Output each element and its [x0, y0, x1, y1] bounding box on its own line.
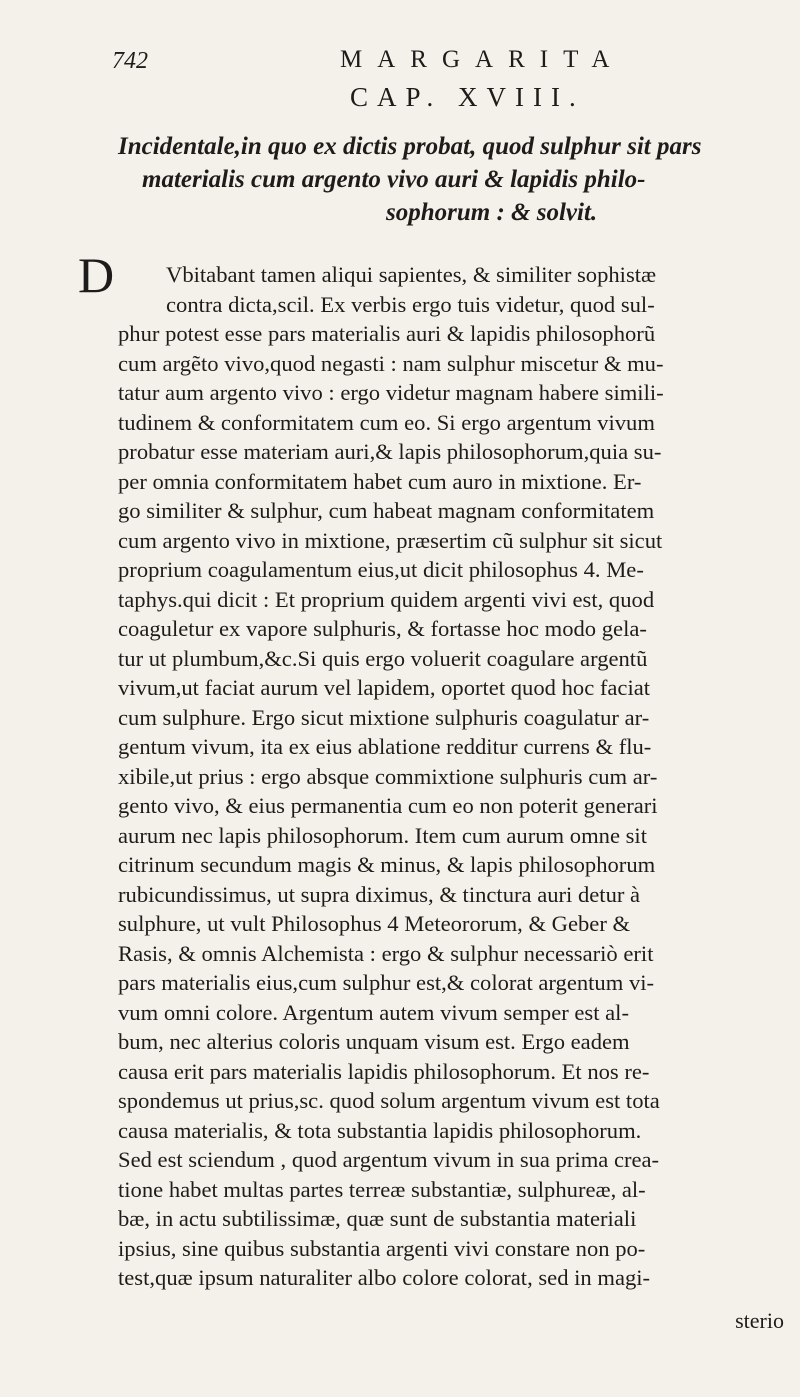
body-line: causa materialis, & tota substantia lapidis philosophorum.	[118, 1117, 642, 1143]
body-line: vivum,ut faciat aurum vel lapidem, oportet quod hoc faciat	[118, 675, 651, 700]
body-line: probatur esse materiam auri,& lapis philosophorum,quia su-	[118, 439, 662, 464]
body-line: tudinem & conformitatem cum eo. Si ergo argentum vivum	[118, 409, 655, 435]
body-line: go similiter & sulphur, cum habeat magnam conformitatem	[118, 498, 655, 523]
body-line: tur ut plumbum,&c.Si quis ergo voluerit coagulare argentũ	[118, 645, 648, 671]
section-heading-line: sophorum : & solvit.	[386, 199, 598, 226]
section-heading-line: Incidentale,in quo ex dictis probat, quod sulphur sit pars	[118, 133, 702, 160]
drop-cap-initial: D	[78, 247, 115, 303]
body-line: taphys.qui dicit : Et proprium quidem argenti vivi est, quod	[118, 586, 655, 612]
body-line: Vbitabant tamen aliqui sapientes, & similiter sophistæ	[166, 262, 657, 287]
body-line: causa erit pars materialis lapidis philosophorum. Et nos re-	[118, 1058, 650, 1084]
body-line: tione habet multas partes terreæ substantiæ, sulphureæ, al-	[118, 1176, 646, 1202]
body-line: test,quæ ipsum naturaliter albo colore colorat, sed in magi-	[118, 1265, 651, 1290]
body-line: cum argento vivo in mixtione, præsertim cũ sulphur sit sicut	[118, 527, 663, 553]
body-line: bæ, in actu subtilissimæ, quæ sunt de substantia materiali	[118, 1206, 637, 1231]
running-head	[112, 42, 792, 82]
body-line: vum omni colore. Argentum autem vivum semper est al-	[118, 999, 629, 1025]
page-number: 742	[112, 48, 148, 74]
body-line: sulphure, ut vult Philosophus 4 Meteororum, & Geber &	[118, 911, 631, 936]
body-line: Sed est sciendum , quod argentum vivum in sua prima crea-	[118, 1147, 660, 1172]
body-line: gentum vivum, ita ex eius ablatione redditur currens & flu-	[118, 734, 652, 759]
body-line: tatur aum argento vivo : ergo videtur magnam habere simili-	[118, 380, 664, 405]
body-line: cum argẽto vivo,quod negasti : nam sulphur miscetur & mu-	[118, 350, 664, 376]
chapter-heading: CAP. XVIII.	[350, 82, 585, 112]
section-heading	[118, 130, 798, 229]
body-line: citrinum secundum magis & minus, & lapis philosophorum	[118, 852, 656, 877]
body-line: per omnia conformitatem habet cum auro in mixtione. Er-	[118, 468, 642, 494]
catchword: sterio	[735, 1308, 784, 1333]
body-line: cum sulphure. Ergo sicut mixtione sulphuris coagulatur ar-	[118, 704, 650, 730]
body-line: ipsius, sine quibus substantia argenti vivi constare non po-	[118, 1235, 646, 1261]
body-line: aurum nec lapis philosophorum. Item cum aurum omne sit	[118, 822, 647, 848]
body-line: Rasis, & omnis Alchemista : ergo & sulphur necessariò erit	[118, 940, 654, 966]
body-line: gento vivo, & eius permanentia cum eo non poterit generari	[118, 793, 658, 818]
body-text	[118, 260, 798, 1293]
body-line: contra dicta,scil. Ex verbis ergo tuis videtur, quod sul-	[166, 291, 655, 317]
body-line: spondemus ut prius,sc. quod solum argentum vivum est tota	[118, 1088, 660, 1113]
section-heading-line: materialis cum argento vivo auri & lapidis philo-	[142, 166, 646, 193]
body-line: rubicundissimus, ut supra diximus, & tinctura auri detur à	[118, 881, 641, 907]
body-line: proprium coagulamentum eius,ut dicit philosophus 4. Me-	[118, 557, 644, 582]
body-line: coaguletur ex vapore sulphuris, & fortasse hoc modo gela-	[118, 616, 647, 641]
body-line: bum, nec alterius coloris unquam visum est. Ergo eadem	[118, 1029, 630, 1054]
body-line: pars materialis eius,cum sulphur est,& colorat argentum vi-	[118, 970, 655, 995]
body-line: phur potest esse pars materialis auri & lapidis philosophorũ	[118, 321, 656, 346]
book-title: MARGARITA	[340, 46, 625, 73]
body-line: xibile,ut prius : ergo absque commixtione sulphuris cum ar-	[118, 763, 658, 789]
